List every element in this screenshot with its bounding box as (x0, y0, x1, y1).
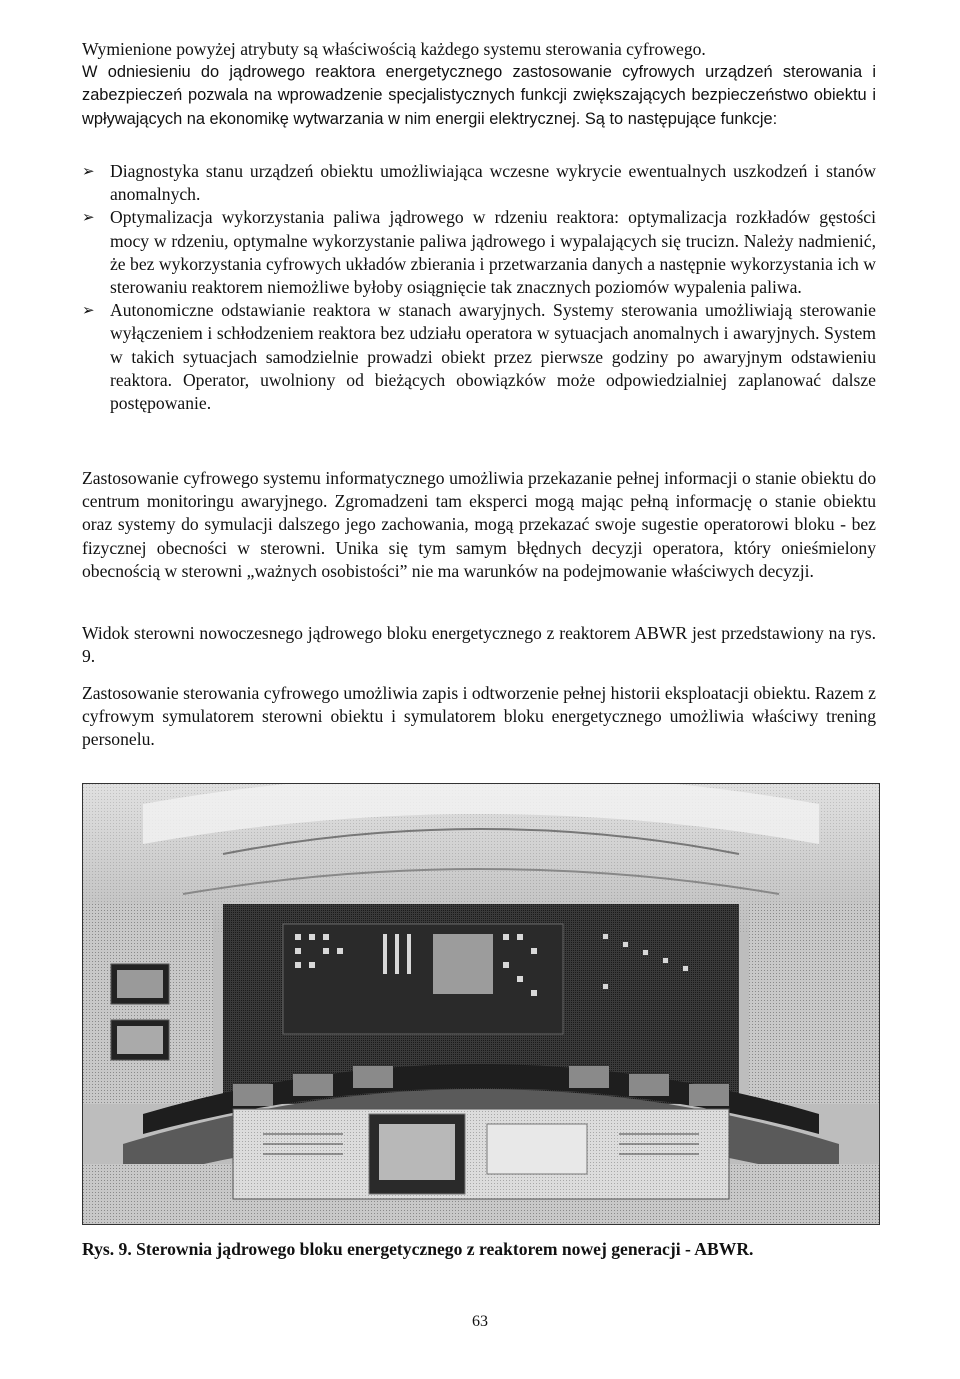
intro-sans-text (82, 61, 876, 131)
list-item-text: Autonomiczne odstawianie reaktora w stanach awaryjnych. Systemy sterowania umożliwiają sterowanie wyłączeniem i schłodzeniem reaktora bez udziału operatora w sytuacjach anomalnych i awaryjnych. System w takich sytuacjach samodzielnie prowadzi obiekt przez pierwsze godziny po awaryjnym odstawieniu reaktora. Operator, uwolniony od bieżących obowiązków może odpowiedzialniej zaplanować dalsze postępowanie. (110, 300, 876, 414)
arrow-bullet-icon: ➢ (82, 162, 95, 180)
intro-paragraph (82, 38, 876, 131)
control-room-illustration (83, 784, 879, 1224)
list-item (82, 160, 876, 206)
intro-sans-a: W odniesieniu do jądrowego reaktora energetycznego zastosowanie cyfrowych urządzeń sterowania i zabezpieczeń pozwala na wprowadzenie specjalistycznych funkcji zwiększających bezpieczeństwo obiektu i wpływających na ekonomikę wytwarzania w nim energii elektrycznej. (82, 63, 876, 128)
function-list (82, 160, 876, 415)
paragraph-text: Widok sterowni nowoczesnego jądrowego bloku energetycznego z reaktorem ABWR jest przedstawiony na rys. 9. (82, 623, 876, 667)
right-wall (749, 904, 879, 1104)
paragraph-text: Zastosowanie cyfrowego systemu informatycznego umożliwia przekazanie pełnej informacji o stanie obiektu do centrum monitoringu awaryjnego. Zgromadzeni tam eksperci mogą mając pełną informację o stanie obiektu oraz systemy do symulacji dalszego jego zachowania, mogą przekazać swoje sugestie operatorowi bloku - bez fizycznej obecności w sterowni. Unika się tym samym błędnych decyzji operatora, który onieśmielony obecnością w sterowni „ważnych osobistości” nie ma warunków na podejmowanie właściwych decyzji. (82, 468, 876, 581)
list-item-text: Optymalizacja wykorzystania paliwa jądrowego w rdzeniu reaktora: optymalizacja rozkładów gęstości mocy w rdzeniu, optymalne wykorzystanie paliwa jądrowego i wypalających się trucizn. Należy nadmienić, że bez wykorzystania cyfrowych układów zbierania i przetwarzania danych a następnie wykorzystania ich w sterowaniu reaktorem niemożliwe byłoby osiągnięcie tak znacznych poziomów wypalenia paliwa. (110, 207, 876, 298)
figure-caption: Rys. 9. Sterownia jądrowego bloku energetycznego z reaktorem nowej generacji - ABWR. (82, 1239, 754, 1259)
intro-sans-b: Są to następujące funkcje: (584, 109, 778, 128)
control-room-photo (82, 783, 880, 1225)
paragraph-monitoring (82, 467, 876, 583)
intro-line: Wymienione powyżej atrybuty są właściwością każdego systemu sterowania cyfrowego. (82, 39, 706, 59)
paragraph-history (82, 682, 876, 752)
arrow-bullet-icon: ➢ (82, 301, 95, 320)
list-item (82, 206, 876, 299)
paragraph-text: Zastosowanie sterowania cyfrowego umożliwia zapis i odtworzenie pełnej historii eksploatacji obiektu. Razem z cyfrowym symulatorem sterowni obiektu i symulatorem bloku energetycznego umożliwia właściwy trening personelu. (82, 683, 876, 750)
paragraph-figure-ref (82, 622, 876, 668)
desk-papers (487, 1124, 587, 1174)
page-number: 63 (472, 1313, 488, 1330)
arrow-bullet-icon: ➢ (82, 208, 95, 227)
list-item-text: Diagnostyka stanu urządzeń obiektu umożliwiająca wczesne wykrycie ewentualnych uszkodzeń i stanów anomalnych. (110, 161, 876, 205)
list-item (82, 299, 876, 415)
